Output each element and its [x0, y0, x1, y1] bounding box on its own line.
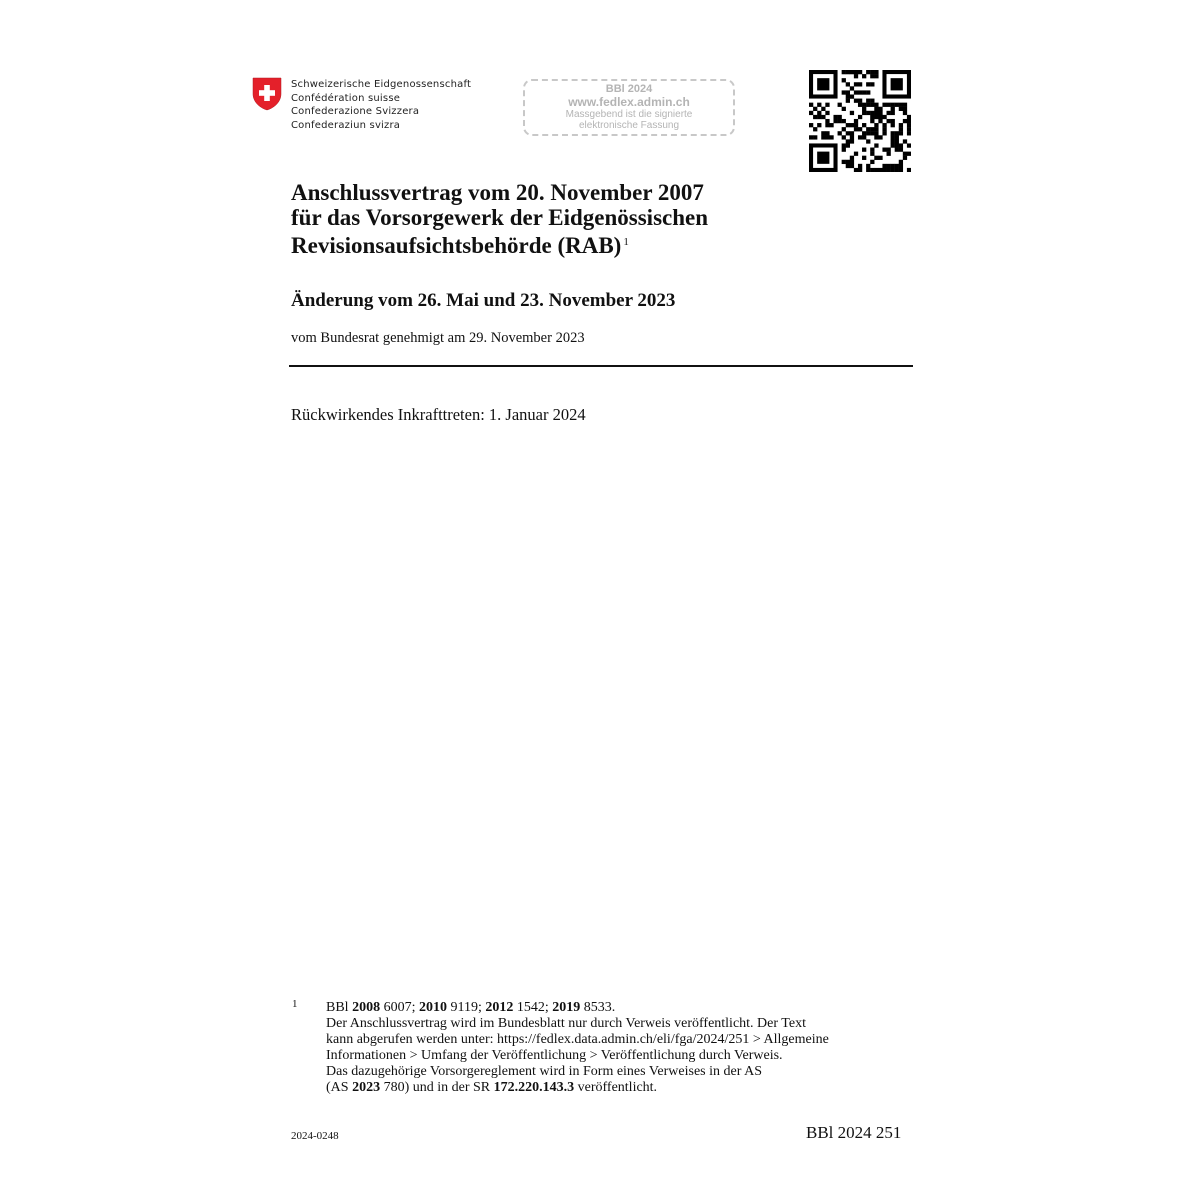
fn-ref-text: 1542;: [513, 1000, 553, 1015]
footnote-line: Informationen > Umfang der Veröffentlichung > Veröffentlichung durch Verweis.: [326, 1048, 783, 1063]
fn-ref-year: 2012: [485, 1000, 514, 1015]
org-line-rm: Confederaziun svizra: [291, 119, 401, 131]
horizontal-rule: [289, 365, 913, 367]
fn-ref-year: 2019: [552, 1000, 581, 1015]
fn-ref-text: 9119;: [446, 1000, 486, 1015]
fn-ref-year: 2008: [352, 1000, 381, 1015]
inkrafttreten-text: Rückwirkendes Inkrafttreten: 1. Januar 2024: [291, 405, 586, 424]
fn-as-year: 2023: [352, 1080, 381, 1095]
fn-ref-text: BBl: [326, 1000, 353, 1015]
fn-ref-text: 8533.: [580, 1000, 616, 1015]
footnote-body: [326, 1000, 911, 1096]
org-line-de: Schweizerische Eidgenossenschaft: [291, 79, 472, 90]
footnote-line: Der Anschlussvertrag wird im Bundesblatt nur durch Verweis veröffentlicht. Der Text: [326, 1016, 806, 1031]
footnote-line: Das dazugehörige Vorsorgereglement wird in Form eines Verweises in der AS: [326, 1064, 762, 1079]
publication-stamp: [523, 79, 735, 136]
fn-last-text: veröffentlicht.: [574, 1080, 658, 1095]
stamp-note-2: elektronische Fassung: [578, 120, 680, 131]
fn-last-text: (AS: [326, 1080, 353, 1095]
qr-code: [809, 70, 911, 172]
fn-last-text: 780) und in der SR: [380, 1080, 494, 1095]
title-line-1: Anschlussvertrag vom 20. November 2007: [291, 180, 704, 205]
approval-note: vom Bundesrat genehmigt am 29. November 2023: [291, 330, 585, 346]
swiss-coat-of-arms-icon: [252, 77, 282, 111]
document-id: 2024-0248: [291, 1130, 339, 1142]
fn-ref-year: 2010: [418, 1000, 447, 1015]
footnote-ref-line: [326, 1000, 911, 1016]
footnote-line: kann abgerufen werden unter: https://fedlex.data.admin.ch/eli/fga/2024/251 > Allgemeine: [326, 1032, 829, 1047]
organization-name: [291, 78, 471, 132]
bbl-reference: BBl 2024 251: [806, 1123, 902, 1142]
stamp-note-1: Massgebend ist die signierte: [565, 109, 693, 120]
title-line-3: [291, 230, 911, 258]
title-line-2: für das Vorsorgewerk der Eidgenössischen: [291, 205, 709, 230]
amendment-heading: Änderung vom 26. Mai und 23. November 2023: [291, 290, 676, 311]
document-title: [291, 180, 911, 258]
title-footnote-mark: 1: [623, 236, 629, 248]
footnote-last-line: [326, 1080, 911, 1096]
stamp-url: www.fedlex.admin.ch: [568, 95, 690, 109]
stamp-bbl: BBl 2024: [605, 83, 653, 95]
footnote-number: 1: [292, 998, 298, 1010]
org-line-it: Confederazione Svizzera: [291, 106, 420, 117]
fn-ref-text: 6007;: [380, 1000, 419, 1015]
org-line-fr: Confédération suisse: [291, 92, 401, 104]
fn-sr-number: 172.220.143.3: [493, 1080, 575, 1095]
title-line-3-text: Revisionsaufsichtsbehörde (RAB): [291, 233, 622, 258]
